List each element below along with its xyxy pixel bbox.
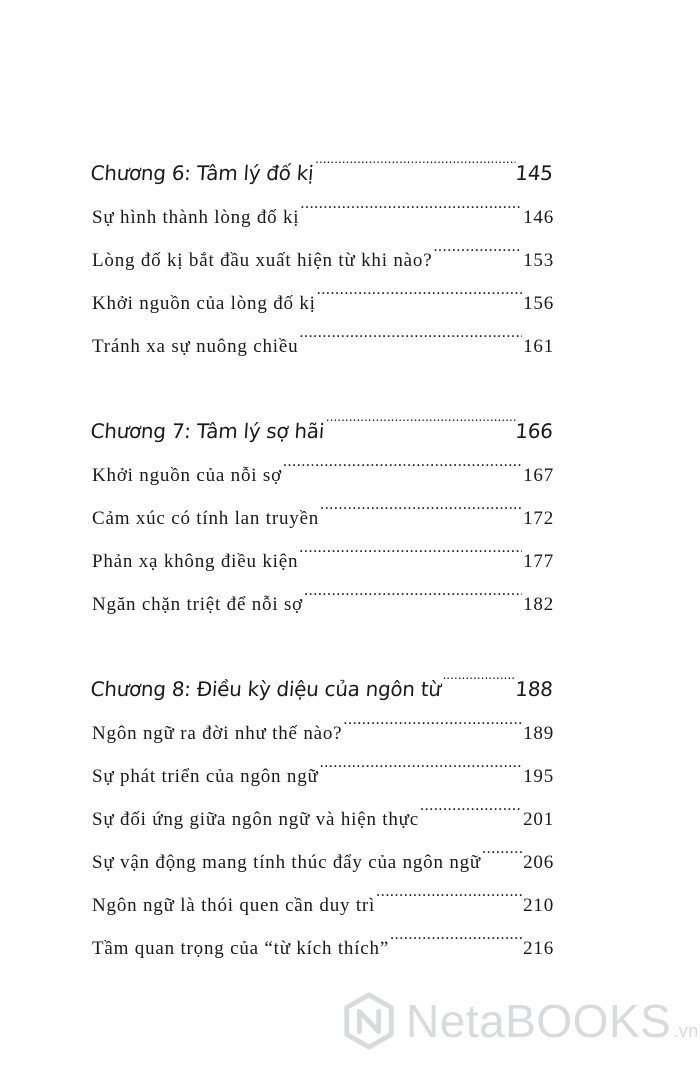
dot-leader (343, 696, 522, 739)
dot-leader (314, 128, 518, 180)
entry-title: Ngôn ngữ là thói quen cần duy trì (92, 895, 376, 916)
dot-leader (299, 524, 522, 567)
chapter-heading[interactable] (89, 386, 556, 443)
watermark-brand (406, 995, 699, 1047)
dot-leader (420, 782, 522, 825)
dot-leader (441, 644, 517, 696)
watermark (340, 990, 699, 1052)
chapter-title: Chương 8: Điều kỳ diệu của ngôn từ (89, 677, 442, 701)
entry-title: Tránh xa sự nuông chiều (92, 336, 299, 357)
chapter-section-6 (89, 128, 554, 357)
entry-page-number: 161 (523, 336, 554, 357)
entry-page-number: 206 (523, 852, 554, 873)
entry-title: Tầm quan trọng của “từ kích thích” (92, 938, 390, 959)
entry-title: Khởi nguồn của lòng đố kị (92, 293, 316, 314)
watermark-domain-suffix: .vn (673, 1021, 699, 1041)
dot-leader (320, 481, 522, 524)
entry-title: Ngăn chặn triệt để nỗi sợ (92, 594, 304, 615)
dot-leader (482, 825, 522, 868)
dot-leader (300, 180, 522, 223)
dot-leader (433, 223, 522, 266)
entry-page-number: 172 (523, 508, 554, 529)
dot-leader (317, 266, 522, 309)
entry-page-number: 167 (523, 465, 554, 486)
watermark-brand-name: NetaBOOKS (406, 995, 672, 1047)
chapter-section-8 (89, 644, 554, 959)
entry-title: Khởi nguồn của nỗi sợ (92, 465, 282, 486)
chapter-page-number: 145 (514, 161, 554, 185)
entry-title: Lòng đố kị bắt đầu xuất hiện từ khi nào? (92, 250, 433, 271)
entry-title: Cảm xúc có tính lan truyền (92, 508, 320, 529)
chapter-heading[interactable] (89, 128, 556, 185)
entry-title: Sự phát triển của ngôn ngữ (92, 766, 319, 787)
entry-page-number: 189 (523, 723, 554, 744)
entry-page-number: 146 (523, 207, 554, 228)
entry-page-number: 153 (523, 250, 554, 271)
dot-leader (283, 438, 522, 481)
entry-title: Ngôn ngữ ra đời như thế nào? (92, 723, 343, 744)
entry-page-number: 156 (523, 293, 554, 314)
entry-page-number: 182 (523, 594, 554, 615)
chapter-title: Chương 6: Tâm lý đố kị (89, 161, 315, 185)
dot-leader (299, 309, 522, 352)
entry-page-number: 216 (523, 938, 554, 959)
dot-leader (325, 386, 518, 438)
chapter-page-number: 166 (514, 419, 554, 443)
entry-page-number: 210 (523, 895, 554, 916)
chapter-title: Chương 7: Tâm lý sợ hãi (89, 419, 325, 443)
entry-title: Sự hình thành lòng đố kị (92, 207, 300, 228)
entry-title: Sự đối ứng giữa ngôn ngữ và hiện thực (92, 809, 420, 830)
dot-leader (376, 868, 522, 911)
netabooks-logo-icon (340, 992, 398, 1050)
chapter-page-number: 188 (514, 677, 554, 701)
dot-leader (304, 567, 522, 610)
entry-page-number: 195 (523, 766, 554, 787)
entry-title: Sự vận động mang tính thúc đẩy của ngôn ngữ (92, 852, 482, 873)
entry-page-number: 177 (523, 551, 554, 572)
entry-title: Phản xạ không điều kiện (92, 551, 299, 572)
table-of-contents (89, 128, 554, 988)
chapter-heading[interactable] (89, 644, 556, 701)
dot-leader (320, 739, 522, 782)
chapter-section-7 (89, 386, 554, 615)
entry-page-number: 201 (523, 809, 554, 830)
dot-leader (390, 911, 522, 954)
